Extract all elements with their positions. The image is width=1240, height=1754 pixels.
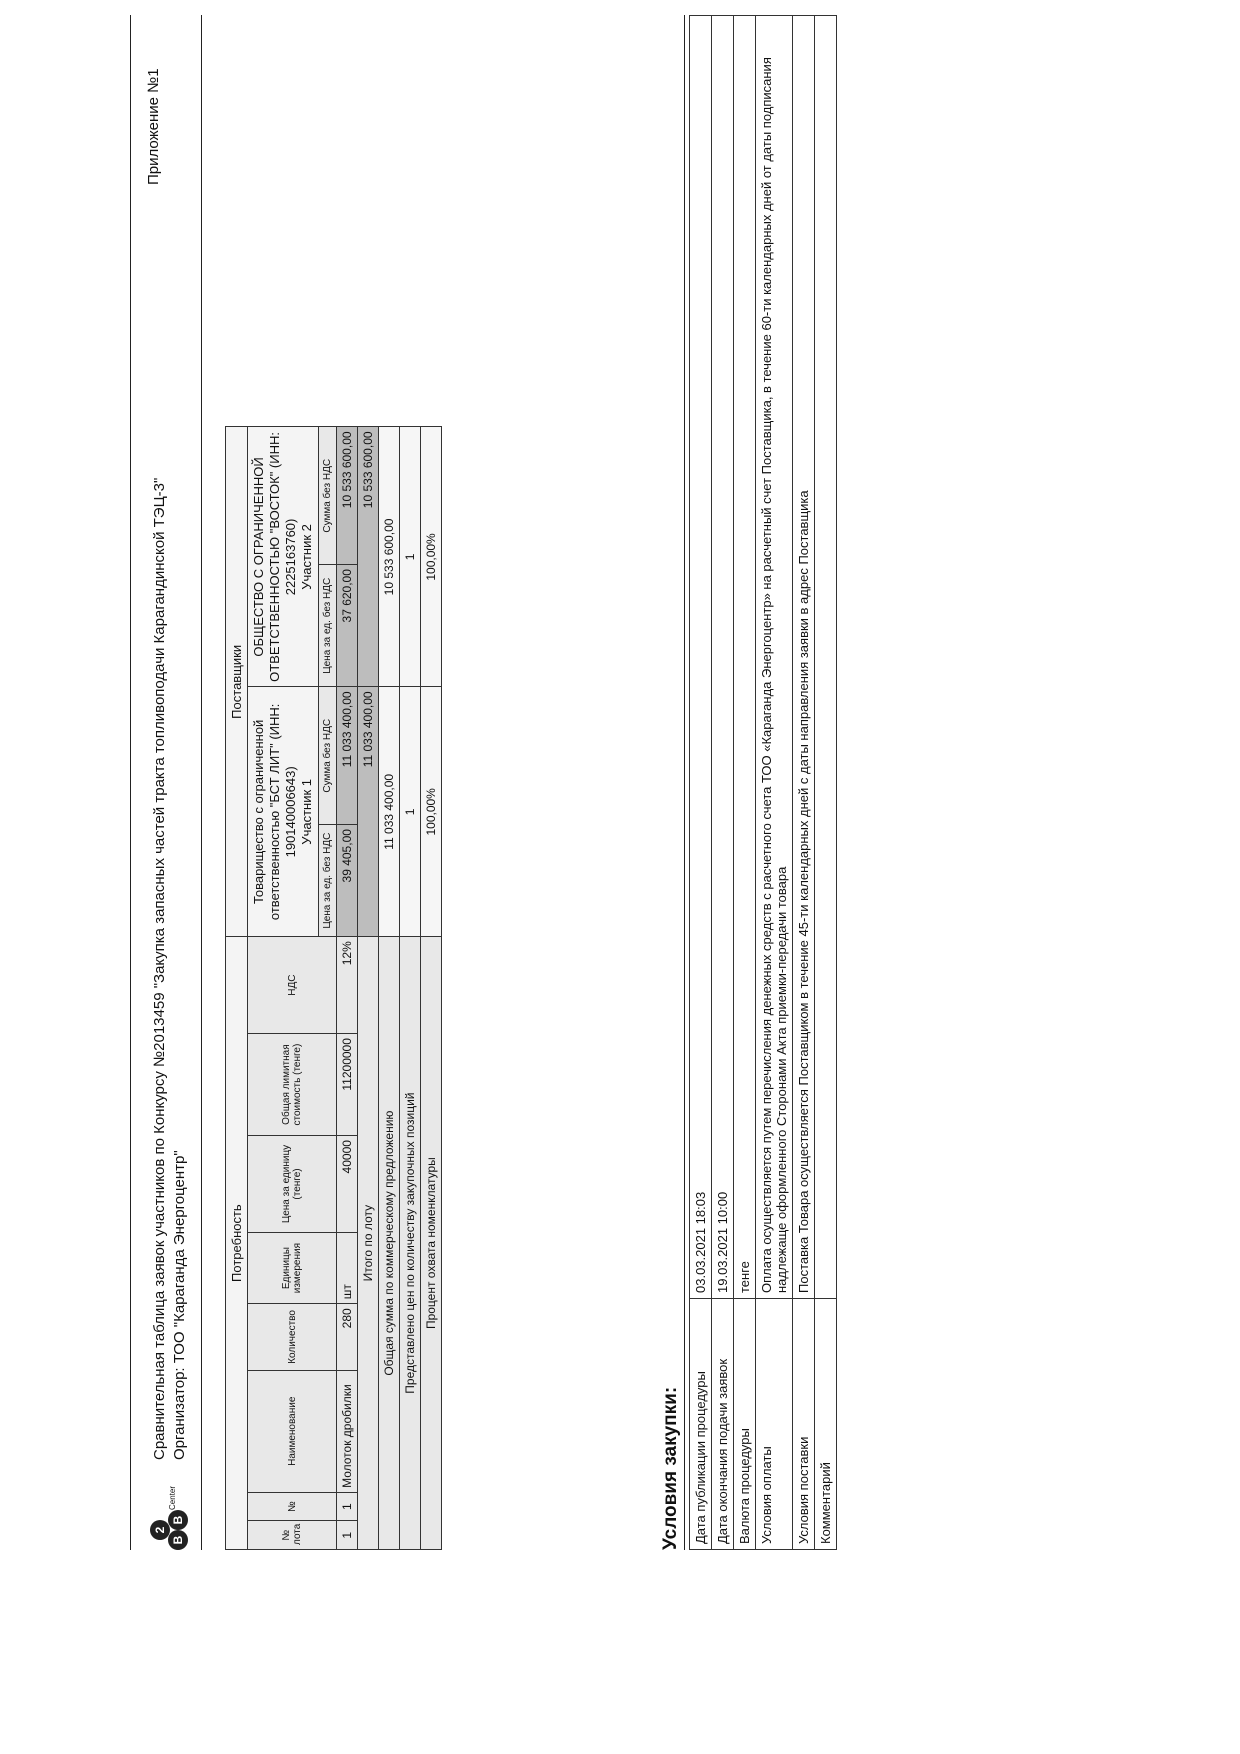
supplier-2-header [248, 427, 319, 687]
cell-no: 1 [337, 1492, 358, 1521]
col-unit: Единицы измерения [248, 1232, 337, 1303]
cell-lot-no: 1 [337, 1521, 358, 1550]
col-vat: НДС [248, 937, 337, 1034]
condition-key: Дата публикации процедуры [690, 1299, 712, 1550]
col-no: № [248, 1492, 337, 1521]
document-sheet [0, 50, 1240, 1700]
lot-total-label: Итого по лоту [358, 937, 379, 1550]
coverage-label: Процент охвата номенклатуры [421, 937, 442, 1550]
commercial-total-s2: 10 533 600,00 [379, 427, 400, 687]
prices-count-label: Представлено цен по количеству закупочных позиций [400, 937, 421, 1550]
col-total-limit: Общая лимитная стоимость (тенге) [248, 1034, 337, 1136]
s1-col-price: Цена за ед. без НДС [319, 825, 337, 937]
condition-key: Комментарий [815, 1299, 837, 1550]
cell-s1-price: 39 405,00 [337, 825, 358, 937]
procurement-conditions [660, 15, 837, 1550]
page-title [150, 478, 190, 1460]
logo-letter: B [168, 1530, 188, 1550]
condition-key: Условия оплаты [756, 1299, 793, 1550]
condition-value [815, 16, 837, 1299]
conditions-title: Условия закупки: [660, 15, 685, 1550]
cell-s2-sum: 10 533 600,00 [337, 427, 358, 565]
b2b-logo [140, 1485, 200, 1550]
condition-value: тенге [734, 16, 756, 1299]
title-line: Сравнительная таблица заявок участников по Конкурсу №2013459 "Закупка запасных частей тракта топливоподачи Карагандинской ТЭЦ-3" [151, 477, 168, 1460]
condition-value: Поставка Товара осуществляется Поставщиком в течение 45-ти календарных дней с даты направления заявки в адрес Поставщика [793, 16, 815, 1299]
coverage-s1: 100,00% [421, 687, 442, 937]
cell-qty: 280 [337, 1304, 358, 1370]
group-need: Потребность [226, 937, 248, 1550]
logo-letter: 2 [150, 1520, 170, 1540]
blank-area [226, 20, 442, 427]
group-suppliers: Поставщики [226, 427, 248, 937]
cell-unit: шт [337, 1232, 358, 1303]
condition-row [756, 16, 793, 1550]
cell-s2-price: 37 620,00 [337, 565, 358, 687]
cell-s1-sum: 11 033 400,00 [337, 687, 358, 825]
col-unit-price: Цена за единицу (тенге) [248, 1136, 337, 1233]
condition-row [793, 16, 815, 1550]
condition-row [734, 16, 756, 1550]
cell-name: Молоток дробилки [337, 1370, 358, 1492]
coverage-s2: 100,00% [421, 427, 442, 687]
col-name: Наименование [248, 1370, 337, 1492]
lot-total-s2: 10 533 600,00 [358, 427, 379, 687]
cell-vat: 12% [337, 937, 358, 1034]
logo-letter: B [168, 1510, 188, 1530]
condition-value: 03.03.2021 18:03 [690, 16, 712, 1299]
prices-count-s1: 1 [400, 687, 421, 937]
col-lot-no: № лота [248, 1521, 337, 1550]
condition-value: 19.03.2021 10:00 [712, 16, 734, 1299]
supplier-1-name: Товарищество с ограниченной ответственностью "БСТ ЛИТ" (ИНН: 190140006643) [251, 703, 298, 921]
cell-unit-price: 40000 [337, 1136, 358, 1233]
condition-key: Дата окончания подачи заявок [712, 1299, 734, 1550]
cell-total-limit: 11200000 [337, 1034, 358, 1136]
condition-key: Валюта процедуры [734, 1299, 756, 1550]
supplier-1-header [248, 687, 319, 937]
appendix-label: Приложение №1 [145, 68, 162, 185]
col-qty: Количество [248, 1304, 337, 1370]
s2-col-price: Цена за ед. без НДС [319, 565, 337, 687]
comparison-table [225, 20, 442, 1550]
prices-count-s2: 1 [400, 427, 421, 687]
lot-total-s1: 11 033 400,00 [358, 687, 379, 937]
commercial-total-s1: 11 033 400,00 [379, 687, 400, 937]
logo-label: Center [168, 1485, 177, 1510]
organizer-line: Организатор: ТОО "Караганда Энергоцентр" [171, 1150, 188, 1460]
condition-row [815, 16, 837, 1550]
condition-row [690, 16, 712, 1550]
s2-col-sum: Сумма без НДС [319, 427, 337, 565]
supplier-2-participant: Участник 2 [299, 524, 314, 590]
supplier-1-participant: Участник 1 [299, 779, 314, 845]
condition-key: Условия поставки [793, 1299, 815, 1550]
commercial-total-label: Общая сумма по коммерческому предложению [379, 937, 400, 1550]
conditions-table [689, 15, 837, 1550]
supplier-2-name: ОБЩЕСТВО С ОГРАНИЧЕННОЙ ОТВЕТСТВЕННОСТЬЮ "ВОСТОК" (ИНН: 2225163760) [251, 432, 298, 682]
s1-col-sum: Сумма без НДС [319, 687, 337, 825]
condition-value: Оплата осуществляется путем перечисления денежных средств с расчетного счета ТОО «Караганда Энергоцентр» на расчетный счет Поставщика, в течение 60-ти календарных дней от даты подписания надлежаще оформленного Сторонами Акта приемки-передачи товара [756, 16, 793, 1299]
condition-row [712, 16, 734, 1550]
